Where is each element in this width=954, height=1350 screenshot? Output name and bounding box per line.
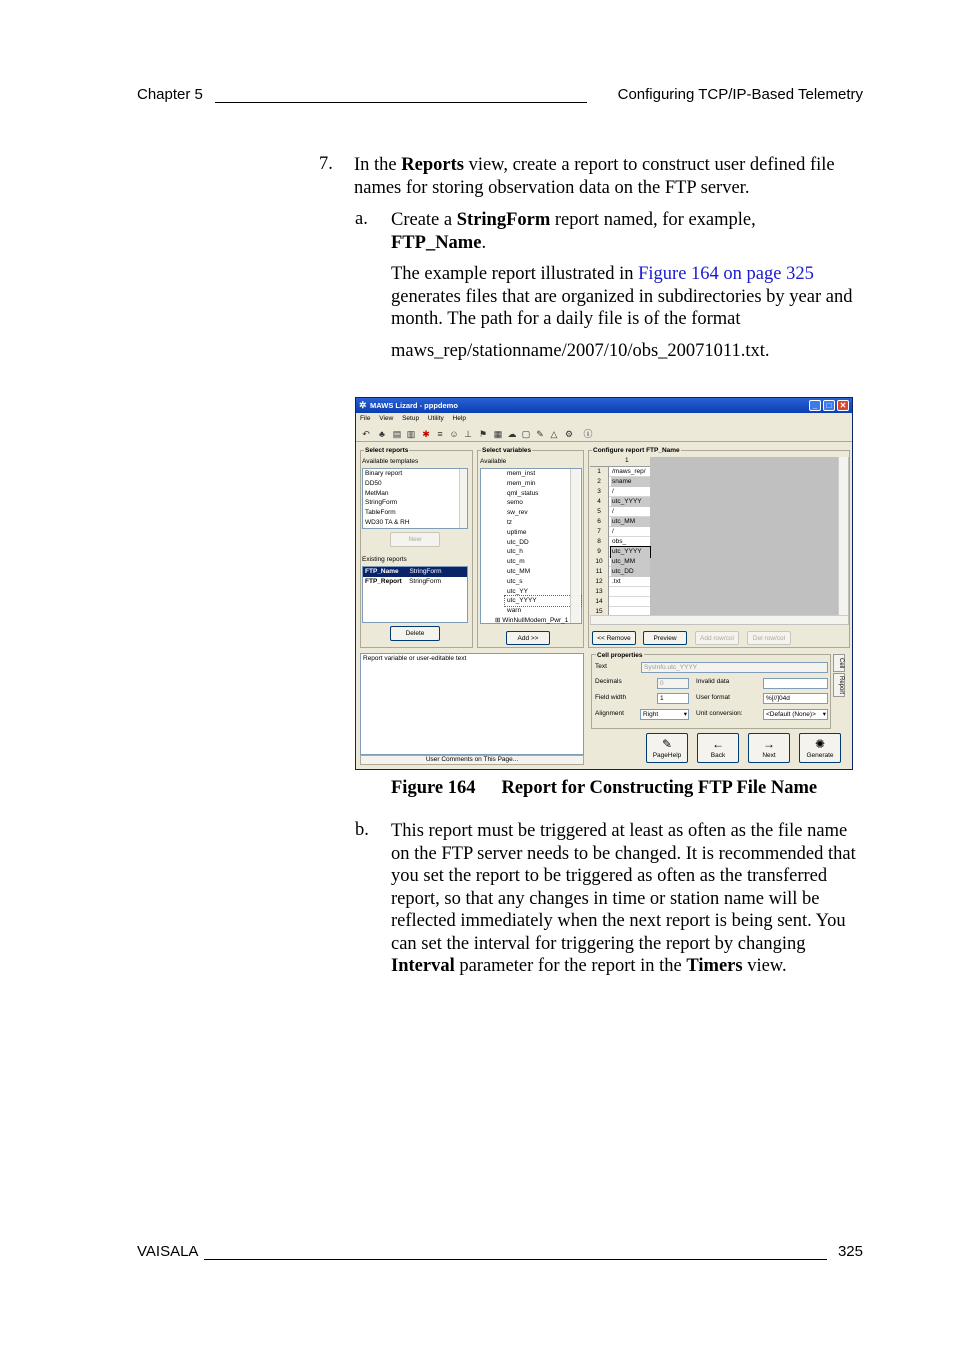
- tree-item[interactable]: utc_m: [507, 558, 525, 566]
- next-label: Next: [762, 752, 776, 759]
- tree-item[interactable]: utc_h: [507, 548, 523, 556]
- alignment-value: Right: [643, 711, 659, 718]
- field-width-field[interactable]: 1: [657, 693, 689, 704]
- report-name: FTP_Name: [365, 568, 399, 575]
- cell-value[interactable]: /: [612, 508, 614, 515]
- existing-reports-list[interactable]: [362, 566, 468, 623]
- unit-conversion-label: Unit conversion:: [696, 710, 743, 717]
- add-variable-button[interactable]: Add >>: [506, 631, 550, 645]
- sensor-icon[interactable]: ✱: [422, 429, 430, 439]
- existing-report-row[interactable]: [363, 577, 467, 587]
- row-number: 8: [590, 537, 609, 547]
- row-number: 10: [590, 557, 609, 567]
- grid-row[interactable]: [590, 587, 650, 597]
- menu-bar: [356, 413, 852, 425]
- user-format-field[interactable]: %[//]04d: [763, 693, 828, 704]
- text-label: Text: [595, 663, 607, 670]
- step-b-mid: parameter for the report in the: [454, 956, 687, 976]
- invalid-data-field[interactable]: [763, 678, 828, 689]
- cell-value[interactable]: utc_YYYY: [611, 547, 650, 557]
- chevron-down-icon: ▾: [822, 711, 826, 718]
- timers-term: Timers: [686, 956, 743, 976]
- cell-value[interactable]: .txt: [612, 578, 621, 585]
- tree-item[interactable]: utc_s: [507, 577, 523, 585]
- del-rowcol-button[interactable]: Del row/col: [747, 631, 791, 645]
- field-width-label: Field width: [595, 694, 627, 701]
- report-name: FTP_Report: [365, 577, 402, 585]
- report-grid[interactable]: [590, 457, 849, 625]
- list-item[interactable]: Binary report: [365, 470, 403, 477]
- cell-value[interactable]: /: [612, 488, 614, 495]
- window-title: MAWS Lizard - pppdemo: [370, 401, 458, 410]
- company-name: VAISALA: [137, 1243, 199, 1260]
- row-number: 6: [590, 517, 609, 527]
- path-example: maws_rep/stationname/2007/10/obs_20071011.txt.: [391, 341, 770, 361]
- menu-help[interactable]: Help: [452, 415, 466, 422]
- dev-icon[interactable]: ▥: [406, 429, 416, 439]
- grid-row[interactable]: [590, 487, 650, 497]
- step-7-post: view, create a report to construct user defined file: [463, 155, 835, 175]
- network-icon[interactable]: ♣: [379, 429, 385, 439]
- next-button[interactable]: [748, 733, 790, 763]
- page-number: 325: [837, 1243, 863, 1260]
- grid-hscrollbar[interactable]: [590, 615, 848, 624]
- chapter-label: Chapter 5: [137, 86, 203, 103]
- step-b-label: b.: [355, 820, 369, 840]
- remove-button[interactable]: << Remove: [592, 631, 636, 645]
- grid-row[interactable]: [590, 477, 650, 487]
- comments-box[interactable]: [360, 653, 584, 755]
- row-number: 11: [590, 567, 609, 577]
- tab-report[interactable]: Report: [833, 673, 845, 697]
- title-bar: [356, 398, 852, 413]
- step-b-end: view.: [742, 956, 787, 976]
- list-item[interactable]: TableForm: [365, 509, 396, 517]
- step-a-pre: Create a: [391, 210, 457, 230]
- tree-item[interactable]: uptime: [507, 528, 527, 536]
- tree-item[interactable]: sw_rev: [507, 509, 528, 517]
- decimals-field[interactable]: 0: [657, 678, 689, 689]
- row-number: 1: [590, 467, 609, 477]
- reports-term: Reports: [401, 155, 464, 175]
- grid-row[interactable]: [590, 467, 650, 477]
- menu-setup[interactable]: Setup: [402, 415, 420, 422]
- row-number: 9: [590, 547, 609, 557]
- list-icon[interactable]: ≡: [437, 429, 443, 439]
- back-label: Back: [710, 752, 726, 759]
- tree-item-selected[interactable]: utc_YYYY: [505, 596, 581, 606]
- report-type: StringForm: [409, 568, 442, 575]
- step-a-label: a.: [355, 209, 368, 229]
- step-b-line: can set the interval for triggering the report by changing: [391, 933, 806, 954]
- templates-list[interactable]: [362, 468, 468, 529]
- page-header: [137, 86, 863, 108]
- chapter-title: Configuring TCP/IP-Based Telemetry: [617, 86, 863, 103]
- step-7-pre: In the: [354, 155, 402, 175]
- generate-label: Generate: [806, 752, 834, 759]
- row-number: 4: [590, 497, 609, 507]
- templates-scrollbar[interactable]: [459, 469, 467, 528]
- user-format-label: User format: [696, 694, 730, 701]
- person-icon[interactable]: ☺: [449, 429, 459, 439]
- cloud-icon[interactable]: ☁: [507, 429, 517, 439]
- grid-icon[interactable]: ▦: [493, 429, 503, 439]
- grid-row[interactable]: [590, 597, 650, 607]
- row-number: 14: [590, 597, 609, 607]
- row-number: 5: [590, 507, 609, 517]
- cell-value[interactable]: /: [612, 528, 614, 535]
- generate-icon: ✺: [814, 737, 826, 751]
- footer-rule: [204, 1259, 827, 1260]
- flag-icon[interactable]: ⚑: [478, 429, 488, 439]
- undo-icon[interactable]: ↶: [362, 429, 370, 439]
- tree-item[interactable]: utc_DD: [507, 538, 529, 546]
- menu-utility[interactable]: Utility: [427, 415, 444, 422]
- tree-item[interactable]: utc_MM: [507, 567, 531, 575]
- tree-item[interactable]: qml_status: [507, 489, 539, 497]
- step-b-line: on the FTP server needs to be changed. It is recommended that: [391, 843, 856, 864]
- existing-reports-label: Existing reports: [362, 556, 407, 563]
- para-pre: The example report illustrated in: [391, 264, 639, 284]
- minimize-button[interactable]: _: [809, 400, 821, 411]
- grid-row[interactable]: [590, 517, 650, 527]
- generate-button[interactable]: [799, 733, 841, 763]
- list-item[interactable]: DD50: [365, 479, 382, 487]
- list-item[interactable]: StringForm: [365, 499, 398, 507]
- grid-row[interactable]: [590, 527, 650, 537]
- lizard-icon: ✲: [359, 400, 367, 410]
- grid-row[interactable]: [590, 557, 650, 567]
- toolbar: [356, 426, 852, 442]
- cell-value[interactable]: sname: [611, 477, 650, 487]
- arrow-right-icon: →: [763, 737, 775, 751]
- example-paragraph: [391, 263, 871, 331]
- edit-icon[interactable]: ✎: [536, 429, 544, 439]
- tree-item[interactable]: semo: [507, 499, 523, 507]
- info-icon[interactable]: ⓘ: [583, 429, 593, 439]
- invalid-data-label: Invalid data: [696, 678, 730, 685]
- para-line3: month. The path for a daily file is of the format: [391, 309, 741, 329]
- grid-row[interactable]: [590, 567, 650, 577]
- para-line2: generates files that are organized in subdirectories by year and: [391, 286, 853, 307]
- configure-report-title: Configure report FTP_Name: [593, 447, 680, 454]
- pagehelp-button[interactable]: [646, 733, 688, 763]
- rev-icon[interactable]: ▤: [392, 429, 402, 439]
- cell-value[interactable]: obs_: [612, 538, 627, 545]
- step-b-text: [391, 820, 871, 978]
- grid-row[interactable]: [590, 537, 650, 547]
- grid-vscrollbar[interactable]: [838, 457, 848, 615]
- grid-row[interactable]: [590, 507, 650, 517]
- step-b-line: you set the report to be triggered as often as the transferred: [391, 866, 828, 886]
- tree-item[interactable]: utc_YY: [507, 587, 528, 595]
- step-b-line: report, so that any changes in time or station name will be: [391, 888, 820, 909]
- tree-item[interactable]: mem_inst: [507, 470, 536, 477]
- pagehelp-label: PageHelp: [652, 752, 682, 759]
- variables-tree[interactable]: [480, 468, 582, 624]
- ftp-name-term: FTP_Name: [391, 232, 482, 253]
- maws-lizard-window: [355, 397, 853, 770]
- unit-conversion-select[interactable]: [763, 709, 828, 720]
- cell-value[interactable]: utc_MM: [611, 517, 650, 527]
- close-button[interactable]: ✕: [837, 400, 849, 411]
- alignment-select[interactable]: [640, 709, 689, 720]
- unit-conversion-value: <Default (None)>: [766, 711, 816, 718]
- text-field[interactable]: SysInfo.utc_YYYY: [641, 662, 828, 673]
- column-header: 1: [625, 457, 629, 464]
- page-footer: [137, 1243, 863, 1265]
- row-number: 2: [590, 477, 609, 487]
- row-number: 3: [590, 487, 609, 497]
- tree-item[interactable]: mem_min: [507, 479, 536, 487]
- maximize-button[interactable]: □: [823, 400, 835, 411]
- report-type: StringForm: [409, 577, 442, 585]
- header-rule: [215, 102, 587, 103]
- comments-footer[interactable]: User Comments on This Page...: [360, 755, 584, 765]
- interval-term: Interval: [391, 956, 455, 976]
- step-a-text: [391, 209, 871, 254]
- tree-item[interactable]: warn: [507, 607, 522, 615]
- list-item[interactable]: MetMan: [365, 489, 389, 497]
- row-number: 13: [590, 587, 609, 597]
- gear-icon[interactable]: ⚙: [564, 429, 574, 439]
- decimals-label: Decimals: [595, 678, 622, 685]
- tree-node-label: WinNullModem_Pwr_1: [502, 616, 569, 624]
- menu-file[interactable]: File: [360, 415, 371, 422]
- step-7-number: 7.: [319, 154, 333, 174]
- row-number: 12: [590, 577, 609, 587]
- step-7-line2: names for storing observation data on the FTP server.: [354, 177, 750, 198]
- new-report-button[interactable]: New: [390, 532, 440, 547]
- menu-view[interactable]: View: [379, 415, 394, 422]
- figure-number: Figure 164: [391, 778, 476, 798]
- grid-row[interactable]: [590, 497, 650, 507]
- step-a-post: report named, for example,: [550, 210, 756, 230]
- preview-button[interactable]: Preview: [643, 631, 687, 645]
- list-item[interactable]: WD30 TA & RH: [365, 518, 410, 526]
- variables-scrollbar[interactable]: [570, 469, 580, 623]
- row-number: 15: [590, 607, 609, 617]
- page-icon[interactable]: ▢: [521, 429, 531, 439]
- available-variables-label: Available: [480, 458, 507, 465]
- stringform-term: StringForm: [456, 210, 551, 230]
- alignment-label: Alignment: [595, 710, 624, 717]
- grid-row[interactable]: [590, 547, 650, 557]
- bell-icon[interactable]: △: [550, 429, 558, 439]
- step-b-line: This report must be triggered at least as often as the file name: [391, 821, 848, 841]
- step-b-line: reflected immediately when the next report is being sent. You: [391, 911, 846, 931]
- row-number: 7: [590, 527, 609, 537]
- help-wand-icon: ✎: [661, 737, 673, 751]
- cell-value[interactable]: utc_MM: [611, 557, 650, 567]
- delete-report-button[interactable]: Delete: [390, 626, 440, 641]
- arrow-left-icon: ←: [712, 737, 724, 751]
- add-rowcol-button[interactable]: Add row/col: [695, 631, 739, 645]
- grid-header: [590, 457, 650, 467]
- available-templates-label: Available templates: [362, 458, 419, 465]
- comments-placeholder: Report variable or user-editable text: [363, 655, 467, 662]
- back-button[interactable]: [697, 733, 739, 763]
- select-variables-title: Select variables: [482, 447, 532, 454]
- step-7-text: [354, 154, 874, 199]
- tab-cell[interactable]: Cell: [833, 654, 845, 672]
- tree-item-node[interactable]: ⊞ WinNullModem_Pwr_1: [495, 616, 569, 624]
- cell-value[interactable]: /maws_rep/: [612, 468, 646, 475]
- grid-row[interactable]: [590, 577, 650, 587]
- figure-caption-text: Report for Constructing FTP File Name: [501, 778, 818, 798]
- chevron-down-icon: ▾: [683, 711, 687, 718]
- cell-value[interactable]: utc_YYYY: [611, 497, 650, 507]
- step-a-dot: .: [481, 232, 487, 253]
- figure-link[interactable]: Figure 164 on page 325: [638, 264, 814, 284]
- cell-properties-title: Cell properties: [597, 652, 643, 659]
- existing-report-row[interactable]: [363, 567, 467, 577]
- select-reports-title: Select reports: [365, 447, 409, 454]
- cell-value[interactable]: utc_DD: [611, 567, 650, 577]
- figure-caption: [391, 778, 817, 799]
- chart-icon[interactable]: ⊥: [464, 429, 472, 439]
- tree-item[interactable]: tz: [507, 518, 513, 526]
